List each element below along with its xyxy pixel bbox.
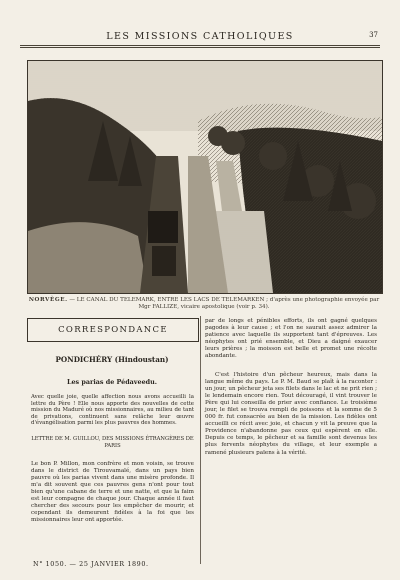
section-title-box bbox=[27, 318, 199, 342]
body-text-left: Le bon P. Millon, mon confrère et mon voisin, se trouve dans le district de Tirouvamalé, dans un pays bien pauvre où les parias vivent dans une misère profonde. Il m'a dit souvent que ces pauvres gens n'ont pour tout bien qu'une cabane de terre et une natte, et que la faim est leur compagne de chaque jour. Chaque année il faut chercher des secours pour les empêcher de mourir, et cependant ils demeurent fidèles à la foi que les missionnaires leur ont apportée. bbox=[31, 461, 194, 524]
page-number: 37 bbox=[369, 31, 378, 39]
caption-text: — LE CANAL DU TELEMARK, ENTRE LES LACS DE TELEMARKEN ; d'après une photographie envoyée par Mgr FALLIZE, vicaire apostolique (voir p. 34). bbox=[69, 297, 380, 310]
section-title: CORRESPONDANCE bbox=[58, 325, 168, 335]
issue-footer: N° 1050. — 25 JANVIER 1890. bbox=[33, 560, 149, 568]
body-text-right: C'est l'histoire d'un pêcheur heureux, mais dans la langue même du pays. Le P. M. Baud se plaît à la raconter : un jour, un pêcheur jeta ses filets dans le lac et ne prit rien ; le lendemain encore rien. Tout découragé, il vint trouver le Père qui lui conseilla de prier avec confiance. Le troisième jour, le filet se trouva rempli de poissons et la somme de 5 000 fr. fut consacrée au bien de la mission. Les fidèles ont accueilli ce récit avec joie, et chacun y vit la preuve que la Providence n'abandonne pas ceux qui espèrent en elle. Depuis ce temps, le pêcheur et sa famille sont devenus les plus fervents néophytes du village, et leur exemple a ramené plusieurs païens à la vérité. bbox=[205, 372, 377, 456]
column-divider bbox=[200, 316, 201, 564]
canal-landscape-image bbox=[28, 61, 382, 293]
article-intro: Avec quelle joie, quelle affection nous avons accueilli la lettre du Père ! Elle nous apporte des nouvelles de cette mission du Maduré où nos missionnaires, au milieu de tant de privations, continuent sans relâche leur œuvre d'évangélisation parmi les plus pauvres des hommes. bbox=[31, 394, 194, 427]
header-rule-thin bbox=[20, 47, 380, 48]
header-rule bbox=[20, 45, 380, 46]
engraving-illustration bbox=[27, 60, 383, 294]
dateline-place: PONDICHÉRY (Hindoustan) bbox=[55, 355, 169, 364]
article-subtitle: Les parias de Pédaveedu. bbox=[66, 378, 157, 386]
caption-lead: NORVÈGE. bbox=[28, 297, 68, 303]
letter-heading: LETTRE DE M. GUILLOU, DES MISSIONS ÉTRANGÈRES DE PARIS bbox=[31, 436, 194, 449]
journal-title: LES MISSIONS CATHOLIQUES bbox=[106, 31, 294, 42]
running-header bbox=[20, 30, 380, 44]
illustration-caption bbox=[27, 297, 381, 311]
body-text-right-top: par de longs et pénibles efforts, ils ont gagné quelques pagodes à leur cause ; et l'on ne saurait assez admirer la patience avec laquelle ils supportent tant d'épreuves. Les néophytes ont prié ensemble, et Dieu a daigné exaucer leurs prières ; la moisson est belle et promet une récolte abondante. bbox=[205, 318, 377, 360]
